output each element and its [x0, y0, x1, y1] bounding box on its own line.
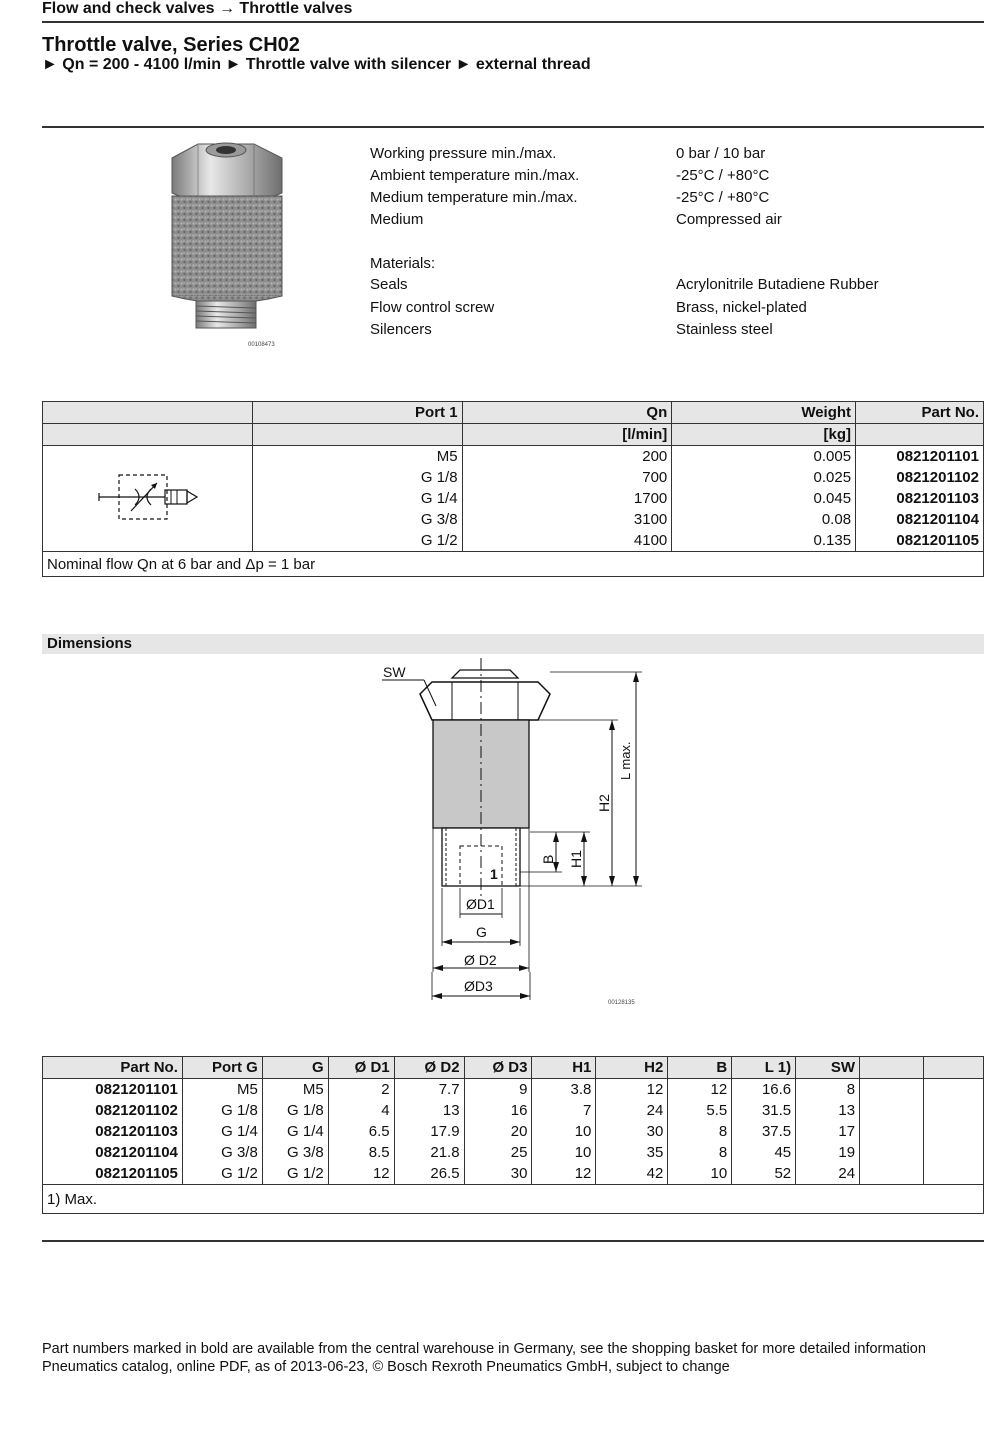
page-title: Throttle valve, Series CH02	[42, 34, 300, 56]
label-h2: H2	[596, 794, 612, 812]
spec-value: Compressed air	[676, 211, 782, 228]
unit-cell: [kg]	[672, 424, 856, 446]
throttle-silencer-symbol-icon	[87, 467, 207, 527]
spec-value: -25°C / +80°C	[676, 167, 770, 184]
empty-cell	[860, 1121, 924, 1142]
header-cell: Part No.	[856, 402, 984, 424]
header-rule	[42, 21, 984, 23]
dim-cell: 42	[596, 1163, 668, 1185]
port-cell: G 3/8	[252, 509, 462, 530]
dim-cell: G 3/8	[182, 1142, 262, 1163]
unit-cell	[856, 424, 984, 446]
dimensions-heading: Dimensions	[47, 635, 133, 652]
dim-cell: G 1/4	[182, 1121, 262, 1142]
spec-label: Medium	[370, 211, 424, 228]
drawing-code: 00128135	[608, 1000, 635, 1006]
header-cell: Port G	[182, 1057, 262, 1079]
dim-cell: 12	[596, 1079, 668, 1101]
part-no-cell: 0821201103	[856, 488, 984, 509]
dim-cell: 37.5	[732, 1121, 796, 1142]
port-cell: G 1/8	[252, 467, 462, 488]
dim-cell: 35	[596, 1142, 668, 1163]
header-cell: Weight	[672, 402, 856, 424]
table-row	[43, 1142, 984, 1163]
dim-cell: 30	[596, 1121, 668, 1142]
dim-cell: 19	[796, 1142, 860, 1163]
title-rule	[42, 126, 984, 128]
material-value: Stainless steel	[676, 321, 773, 338]
header-cell: Ø D3	[464, 1057, 532, 1079]
dim-cell: 52	[732, 1163, 796, 1185]
dim-cell: 6.5	[328, 1121, 394, 1142]
table-row	[43, 1163, 984, 1185]
label-port: 1	[490, 866, 498, 882]
part-no-cell: 0821201101	[856, 446, 984, 468]
dim-cell: G 1/2	[262, 1163, 328, 1185]
header-cell	[860, 1057, 924, 1079]
table-header-row	[43, 402, 984, 424]
header-cell	[923, 1057, 983, 1079]
dim-cell: 8	[668, 1121, 732, 1142]
dim-cell: 8	[796, 1079, 860, 1101]
table-row	[43, 1100, 984, 1121]
empty-cell	[860, 1100, 924, 1121]
material-value: Acrylonitrile Butadiene Rubber	[676, 276, 879, 293]
pneumatic-symbol-cell	[43, 446, 253, 552]
unit-cell	[43, 424, 253, 446]
dim-cell: 12	[668, 1079, 732, 1101]
dim-cell: 26.5	[394, 1163, 464, 1185]
header-cell: H1	[532, 1057, 596, 1079]
dim-cell: 21.8	[394, 1142, 464, 1163]
header-cell: SW	[796, 1057, 860, 1079]
dim-cell: G 3/8	[262, 1142, 328, 1163]
footer-copyright: Pneumatics catalog, online PDF, as of 2013-06-23, © Bosch Rexroth Pneumatics GmbH, subject to change	[42, 1359, 730, 1375]
dim-cell: 8	[668, 1142, 732, 1163]
page-subtitle: ► Qn = 200 - 4100 l/min ► Throttle valve with silencer ► external thread	[42, 56, 591, 73]
weight-cell: 0.005	[672, 446, 856, 468]
empty-cell	[923, 1100, 983, 1121]
part-no-cell: 0821201101	[43, 1079, 183, 1101]
qn-cell: 4100	[462, 530, 672, 552]
empty-cell	[860, 1142, 924, 1163]
photo-code: 00108473	[248, 342, 275, 348]
part-no-cell: 0821201104	[43, 1142, 183, 1163]
dim-cell: 17.9	[394, 1121, 464, 1142]
dim-cell: G 1/4	[262, 1121, 328, 1142]
empty-cell	[923, 1121, 983, 1142]
dim-cell: M5	[262, 1079, 328, 1101]
label-h1: H1	[568, 850, 584, 868]
part-no-cell: 0821201105	[856, 530, 984, 552]
material-label: Flow control screw	[370, 299, 495, 316]
label-d3: ØD3	[464, 978, 493, 994]
part-no-cell: 0821201102	[43, 1100, 183, 1121]
qn-cell: 200	[462, 446, 672, 468]
header-cell: Ø D1	[328, 1057, 394, 1079]
product-photo	[150, 138, 300, 338]
header-cell-symbol	[43, 402, 253, 424]
dim-cell: 2	[328, 1079, 394, 1101]
dimensions-table	[42, 1056, 984, 1214]
dim-cell: 16.6	[732, 1079, 796, 1101]
dim-cell: 10	[668, 1163, 732, 1185]
table-note-row	[43, 1185, 984, 1214]
weight-cell: 0.045	[672, 488, 856, 509]
table-note: 1) Max.	[43, 1185, 984, 1214]
dimensions-table-body	[43, 1079, 984, 1185]
unit-cell	[252, 424, 462, 446]
port-cell: G 1/2	[252, 530, 462, 552]
qn-cell: 1700	[462, 488, 672, 509]
header-cell: Ø D2	[394, 1057, 464, 1079]
weight-cell: 0.025	[672, 467, 856, 488]
weight-cell: 0.135	[672, 530, 856, 552]
header-cell: Qn	[462, 402, 672, 424]
table-units-row	[43, 424, 984, 446]
dim-cell: 10	[532, 1121, 596, 1142]
dim-cell: 24	[796, 1163, 860, 1185]
dim-cell: 20	[464, 1121, 532, 1142]
table-note-row	[43, 552, 984, 577]
dim-cell: 16	[464, 1100, 532, 1121]
table-row	[43, 446, 984, 468]
materials-heading-label: Materials:	[370, 255, 436, 272]
label-sw: SW	[383, 664, 406, 680]
spec-label: Ambient temperature min./max.	[370, 167, 580, 184]
label-d2: Ø D2	[464, 952, 497, 968]
dim-cell: 25	[464, 1142, 532, 1163]
footer-availability-note: Part numbers marked in bold are available from the central warehouse in Germany, see the shopping basket for more detailed information	[42, 1341, 926, 1357]
header-cell: Port 1	[252, 402, 462, 424]
dim-cell: 31.5	[732, 1100, 796, 1121]
dim-cell: G 1/8	[262, 1100, 328, 1121]
dim-cell: M5	[182, 1079, 262, 1101]
dim-cell: 13	[394, 1100, 464, 1121]
header-cell: L 1)	[732, 1057, 796, 1079]
weight-cell: 0.08	[672, 509, 856, 530]
material-value: Brass, nickel-plated	[676, 299, 807, 316]
empty-cell	[860, 1163, 924, 1185]
dim-cell: 3.8	[532, 1079, 596, 1101]
dim-cell: G 1/2	[182, 1163, 262, 1185]
dim-cell: 7.7	[394, 1079, 464, 1101]
part-no-cell: 0821201105	[43, 1163, 183, 1185]
label-l-max: L max.	[618, 741, 633, 780]
header-cell: B	[668, 1057, 732, 1079]
dim-cell: 10	[532, 1142, 596, 1163]
material-label: Silencers	[370, 321, 432, 338]
qn-cell: 3100	[462, 509, 672, 530]
part-no-cell: 0821201104	[856, 509, 984, 530]
dim-cell: 17	[796, 1121, 860, 1142]
dim-cell: 8.5	[328, 1142, 394, 1163]
spec-value: -25°C / +80°C	[676, 189, 770, 206]
ordering-table	[42, 401, 984, 577]
dimension-drawing	[370, 656, 670, 1014]
table-row	[43, 1079, 984, 1101]
header-cell: Part No.	[43, 1057, 183, 1079]
dim-cell: G 1/8	[182, 1100, 262, 1121]
unit-cell: [l/min]	[462, 424, 672, 446]
spec-label: Working pressure min./max.	[370, 145, 557, 162]
empty-cell	[923, 1163, 983, 1185]
spec-value: 0 bar / 10 bar	[676, 145, 766, 162]
dim-cell: 5.5	[668, 1100, 732, 1121]
breadcrumb: Flow and check valves → Throttle valves	[42, 0, 353, 17]
header-cell: G	[262, 1057, 328, 1079]
dim-cell: 12	[532, 1163, 596, 1185]
part-no-cell: 0821201102	[856, 467, 984, 488]
table-note: Nominal flow Qn at 6 bar and Δp = 1 bar	[43, 552, 984, 577]
empty-cell	[923, 1079, 983, 1101]
dimensions-header	[42, 634, 984, 654]
empty-cell	[923, 1142, 983, 1163]
label-b: B	[540, 854, 556, 864]
label-g: G	[476, 924, 487, 940]
part-no-cell: 0821201103	[43, 1121, 183, 1142]
dim-cell: 7	[532, 1100, 596, 1121]
dim-cell: 30	[464, 1163, 532, 1185]
dim-cell: 12	[328, 1163, 394, 1185]
dim-cell: 4	[328, 1100, 394, 1121]
table-header-row	[43, 1057, 984, 1079]
dim-cell: 13	[796, 1100, 860, 1121]
empty-cell	[860, 1079, 924, 1101]
qn-cell: 700	[462, 467, 672, 488]
dim-cell: 9	[464, 1079, 532, 1101]
label-d1: ØD1	[466, 896, 495, 912]
port-cell: G 1/4	[252, 488, 462, 509]
table-row	[43, 1121, 984, 1142]
port-cell: M5	[252, 446, 462, 468]
dim-cell: 45	[732, 1142, 796, 1163]
dim-cell: 24	[596, 1100, 668, 1121]
footer-top-rule	[42, 1240, 984, 1242]
material-label: Seals	[370, 276, 408, 293]
spec-label: Medium temperature min./max.	[370, 189, 578, 206]
header-cell: H2	[596, 1057, 668, 1079]
